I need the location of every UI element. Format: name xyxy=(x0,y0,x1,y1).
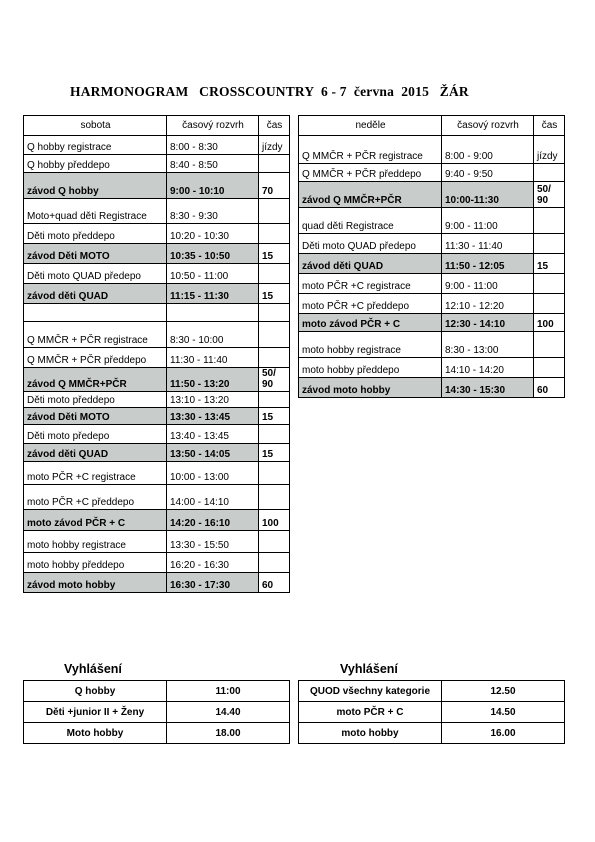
duration-cell xyxy=(259,531,290,553)
duration-cell: 100 xyxy=(259,510,290,531)
event-cell: Moto+quad děti Registrace xyxy=(24,199,167,224)
time-cell: 10:00-11:30 xyxy=(442,182,534,208)
duration-cell xyxy=(534,332,565,358)
duration-cell: 15 xyxy=(259,444,290,462)
duration-cell: 15 xyxy=(259,244,290,264)
duration-cell xyxy=(534,234,565,254)
duration-cell xyxy=(534,208,565,234)
table-row xyxy=(299,164,565,182)
time-cell: 13:30 - 13:45 xyxy=(167,408,259,425)
race-row xyxy=(24,368,290,392)
page-title: HARMONOGRAM CROSSCOUNTRY 6 - 7 června 2015 ŽÁR xyxy=(70,84,469,99)
time-cell: 8:30 - 10:00 xyxy=(167,322,259,348)
event-cell: moto závod PČR + C xyxy=(299,314,442,332)
event-cell: Q MMČR + PČR předdepo xyxy=(24,348,167,368)
duration-cell xyxy=(259,348,290,368)
time-cell: 11:30 - 11:40 xyxy=(167,348,259,368)
sunday-schedule-table xyxy=(298,115,565,398)
table-row xyxy=(299,208,565,234)
event-cell: moto hobby předdepo xyxy=(24,553,167,573)
duration-cell xyxy=(259,304,290,322)
column-header-duration: čas xyxy=(534,116,565,136)
race-row xyxy=(24,244,290,264)
award-time: 11:00 xyxy=(167,681,290,702)
award-category: Q hobby xyxy=(24,681,167,702)
event-cell: závod Q MMČR+PČR xyxy=(24,368,167,392)
award-category: Děti +junior II + Ženy xyxy=(24,702,167,723)
award-time: 12.50 xyxy=(442,681,565,702)
saturday-schedule-table xyxy=(23,115,290,593)
award-category: moto PČR + C xyxy=(299,702,442,723)
time-cell: 14:10 - 14:20 xyxy=(442,358,534,378)
table-row xyxy=(24,425,290,444)
time-cell: 9:40 - 9:50 xyxy=(442,164,534,182)
table-row xyxy=(24,348,290,368)
table-row xyxy=(299,234,565,254)
event-cell: závod Q MMČR+PČR xyxy=(299,182,442,208)
table-header-row xyxy=(24,116,290,136)
time-cell: 13:30 - 15:50 xyxy=(167,531,259,553)
duration-cell xyxy=(534,274,565,294)
race-row xyxy=(24,284,290,304)
race-row xyxy=(24,510,290,531)
duration-cell xyxy=(259,553,290,573)
awards-table-right xyxy=(298,680,565,744)
table-row xyxy=(24,136,290,155)
award-time: 18.00 xyxy=(167,723,290,744)
time-cell: 11:15 - 11:30 xyxy=(167,284,259,304)
time-cell: 10:00 - 13:00 xyxy=(167,462,259,485)
time-cell: 14:20 - 16:10 xyxy=(167,510,259,531)
award-row xyxy=(299,723,565,744)
table-row xyxy=(299,294,565,314)
duration-cell xyxy=(259,322,290,348)
event-cell: moto závod PČR + C xyxy=(24,510,167,531)
time-cell: 13:40 - 13:45 xyxy=(167,425,259,444)
time-cell: 14:30 - 15:30 xyxy=(442,378,534,398)
column-header-event: neděle xyxy=(299,116,442,136)
time-cell: 8:30 - 9:30 xyxy=(167,199,259,224)
duration-cell: 50/ 90 xyxy=(259,368,290,392)
time-cell: 13:10 - 13:20 xyxy=(167,392,259,408)
duration-cell: 60 xyxy=(534,378,565,398)
award-category: moto hobby xyxy=(299,723,442,744)
award-time: 14.40 xyxy=(167,702,290,723)
event-cell: quad děti Registrace xyxy=(299,208,442,234)
time-cell: 10:35 - 10:50 xyxy=(167,244,259,264)
event-cell: Q MMČR + PČR registrace xyxy=(299,136,442,164)
column-header-duration: čas xyxy=(259,116,290,136)
duration-cell: 60 xyxy=(259,573,290,593)
duration-cell xyxy=(259,462,290,485)
duration-cell: 50/ 90 xyxy=(534,182,565,208)
time-cell: 8:30 - 13:00 xyxy=(442,332,534,358)
event-cell: závod děti QUAD xyxy=(24,284,167,304)
duration-cell: 70 xyxy=(259,173,290,199)
event-cell: Děti moto předdepo xyxy=(24,392,167,408)
event-cell: závod děti QUAD xyxy=(24,444,167,462)
event-cell: závod moto hobby xyxy=(299,378,442,398)
column-header-event: sobota xyxy=(24,116,167,136)
duration-cell: jízdy xyxy=(259,136,290,155)
duration-cell xyxy=(259,392,290,408)
race-row xyxy=(24,444,290,462)
time-cell: 8:40 - 8:50 xyxy=(167,155,259,173)
time-cell: 10:50 - 11:00 xyxy=(167,264,259,284)
table-row xyxy=(299,274,565,294)
time-cell: 9:00 - 10:10 xyxy=(167,173,259,199)
event-cell: závod Děti MOTO xyxy=(24,244,167,264)
award-row xyxy=(299,681,565,702)
award-row xyxy=(299,702,565,723)
race-row xyxy=(299,254,565,274)
table-row xyxy=(24,553,290,573)
race-row xyxy=(299,314,565,332)
duration-cell xyxy=(534,358,565,378)
award-time: 14.50 xyxy=(442,702,565,723)
event-cell: Děti moto QUAD předepo xyxy=(24,264,167,284)
duration-cell xyxy=(259,199,290,224)
duration-cell xyxy=(534,294,565,314)
event-cell: Q hobby registrace xyxy=(24,136,167,155)
duration-cell: jízdy xyxy=(534,136,565,164)
event-cell: Děti moto QUAD předepo xyxy=(299,234,442,254)
duration-cell: 15 xyxy=(534,254,565,274)
table-row xyxy=(24,531,290,553)
duration-cell: 15 xyxy=(259,284,290,304)
event-cell: moto PČR +C předdepo xyxy=(299,294,442,314)
award-row xyxy=(24,723,290,744)
column-header-time: časový rozvrh xyxy=(167,116,259,136)
table-row xyxy=(24,199,290,224)
table-row xyxy=(24,304,290,322)
table-row xyxy=(24,264,290,284)
duration-cell xyxy=(259,485,290,510)
event-cell: Q hobby předdepo xyxy=(24,155,167,173)
duration-cell: 15 xyxy=(259,408,290,425)
time-cell: 14:00 - 14:10 xyxy=(167,485,259,510)
award-category: Moto hobby xyxy=(24,723,167,744)
duration-cell xyxy=(259,155,290,173)
time-cell: 11:30 - 11:40 xyxy=(442,234,534,254)
table-row xyxy=(24,485,290,510)
time-cell xyxy=(167,304,259,322)
time-cell: 10:20 - 10:30 xyxy=(167,224,259,244)
table-row xyxy=(24,224,290,244)
time-cell: 9:00 - 11:00 xyxy=(442,208,534,234)
time-cell: 9:00 - 11:00 xyxy=(442,274,534,294)
event-cell: moto PČR +C předdepo xyxy=(24,485,167,510)
event-cell xyxy=(24,304,167,322)
duration-cell xyxy=(259,224,290,244)
race-row xyxy=(24,173,290,199)
time-cell: 8:00 - 9:00 xyxy=(442,136,534,164)
event-cell: závod Děti MOTO xyxy=(24,408,167,425)
time-cell: 16:20 - 16:30 xyxy=(167,553,259,573)
event-cell: závod Q hobby xyxy=(24,173,167,199)
event-cell: Q MMČR + PČR předdepo xyxy=(299,164,442,182)
event-cell: Děti moto předdepo xyxy=(24,224,167,244)
event-cell: závod děti QUAD xyxy=(299,254,442,274)
table-row xyxy=(24,392,290,408)
event-cell: moto PČR +C registrace xyxy=(299,274,442,294)
column-header-time: časový rozvrh xyxy=(442,116,534,136)
awards-title-left: Vyhlášení xyxy=(64,662,122,676)
table-row xyxy=(24,155,290,173)
event-cell: Děti moto předepo xyxy=(24,425,167,444)
duration-cell xyxy=(534,164,565,182)
duration-cell xyxy=(259,264,290,284)
table-row xyxy=(299,136,565,164)
table-header-row xyxy=(299,116,565,136)
awards-title-right: Vyhlášení xyxy=(340,662,398,676)
table-row xyxy=(299,332,565,358)
time-cell: 12:10 - 12:20 xyxy=(442,294,534,314)
race-row xyxy=(299,182,565,208)
time-cell: 11:50 - 13:20 xyxy=(167,368,259,392)
award-time: 16.00 xyxy=(442,723,565,744)
event-cell: moto hobby předdepo xyxy=(299,358,442,378)
award-category: QUOD všechny kategorie xyxy=(299,681,442,702)
time-cell: 11:50 - 12:05 xyxy=(442,254,534,274)
table-row xyxy=(24,462,290,485)
race-row xyxy=(24,408,290,425)
time-cell: 16:30 - 17:30 xyxy=(167,573,259,593)
award-row xyxy=(24,702,290,723)
award-row xyxy=(24,681,290,702)
awards-table-left xyxy=(23,680,290,744)
race-row xyxy=(24,573,290,593)
event-cell: závod moto hobby xyxy=(24,573,167,593)
duration-cell: 100 xyxy=(534,314,565,332)
race-row xyxy=(299,378,565,398)
table-row xyxy=(299,358,565,378)
duration-cell xyxy=(259,425,290,444)
event-cell: moto PČR +C registrace xyxy=(24,462,167,485)
time-cell: 8:00 - 8:30 xyxy=(167,136,259,155)
table-row xyxy=(24,322,290,348)
event-cell: moto hobby registrace xyxy=(24,531,167,553)
event-cell: moto hobby registrace xyxy=(299,332,442,358)
event-cell: Q MMČR + PČR registrace xyxy=(24,322,167,348)
time-cell: 12:30 - 14:10 xyxy=(442,314,534,332)
time-cell: 13:50 - 14:05 xyxy=(167,444,259,462)
